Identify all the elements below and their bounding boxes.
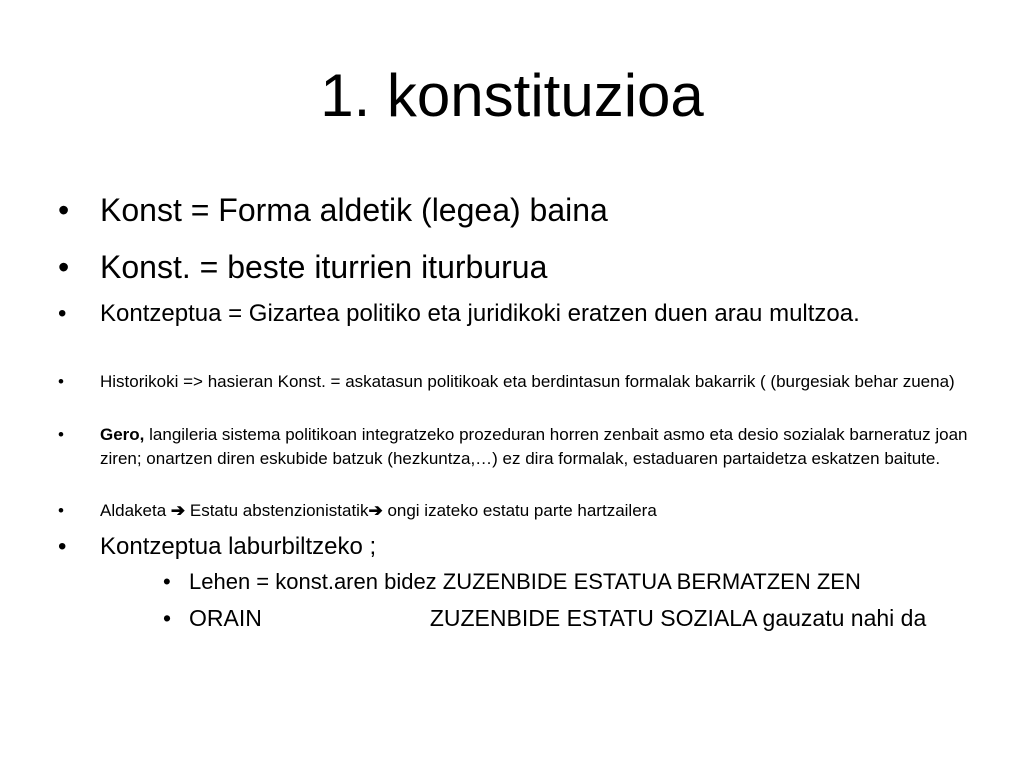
sub-bullet-text xyxy=(189,603,1003,633)
bullet-dot: • xyxy=(58,501,64,520)
sub-bullet-item-1 xyxy=(163,567,1003,597)
bullet-item-3 xyxy=(58,297,998,331)
bullet-body: langileria sistema politikoan integratzeko prozeduran horren zenbait asmo eta desio sozialak barneratuz joan ziren; onartzen diren eskubide batzuk (hezkuntza,…) ez dira formalak, estaduaren partaidetza eskatzen baitute. xyxy=(100,425,968,468)
bullet-bold-lead: Gero, xyxy=(100,425,145,444)
arrow-right-icon: ➔ xyxy=(368,501,383,520)
bullet-item-4 xyxy=(58,370,998,394)
bullet-item-1 xyxy=(58,191,998,229)
sub-bullet-text: Lehen = konst.aren bidez ZUZENBIDE ESTATUA BERMATZEN ZEN xyxy=(189,569,861,594)
sub-bullet-item-2 xyxy=(163,603,1003,633)
bullet-item-2 xyxy=(58,248,998,286)
bullet-dot: • xyxy=(163,605,172,631)
bullet-part-1: Aldaketa xyxy=(100,501,171,520)
bullet-dot: • xyxy=(163,569,171,594)
bullet-dot: • xyxy=(58,192,70,228)
bullet-text: Kontzeptua = Gizartea politiko eta juridikoki eratzen duen arau multzoa. xyxy=(100,300,860,327)
bullet-text: Konst. = beste iturrien iturburua xyxy=(100,249,548,285)
sub-bullet-body: ZUZENBIDE ESTATU SOZIALA gauzatu nahi da xyxy=(429,605,927,631)
bullet-text: Konst = Forma aldetik (legea) baina xyxy=(100,192,608,228)
bullet-dot: • xyxy=(58,533,67,560)
arrow-right-icon: ➔ xyxy=(170,501,186,520)
bullet-item-7 xyxy=(58,530,998,564)
bullet-text xyxy=(100,423,998,471)
bullet-dot: • xyxy=(58,425,64,444)
sub-bullet-label: ORAIN xyxy=(189,605,262,631)
bullet-text xyxy=(100,499,998,523)
bullet-text: Historikoki => hasieran Konst. = askatasun politikoak eta berdintasun formalak bakarrik ( (burgesiak behar zuena) xyxy=(100,372,955,391)
slide-title: 1. konstituzioa xyxy=(320,62,704,129)
bullet-part-2: Estatu abstenzionistatik xyxy=(185,501,369,520)
bullet-text: Kontzeptua laburbiltzeko ; xyxy=(100,533,377,560)
bullet-item-5 xyxy=(58,423,998,471)
bullet-item-6 xyxy=(58,499,998,523)
bullet-part-3: ongi izateko estatu parte hartzailera xyxy=(382,501,657,520)
bullet-dot: • xyxy=(58,300,67,327)
bullet-dot: • xyxy=(58,249,70,285)
bullet-dot: • xyxy=(58,372,64,391)
